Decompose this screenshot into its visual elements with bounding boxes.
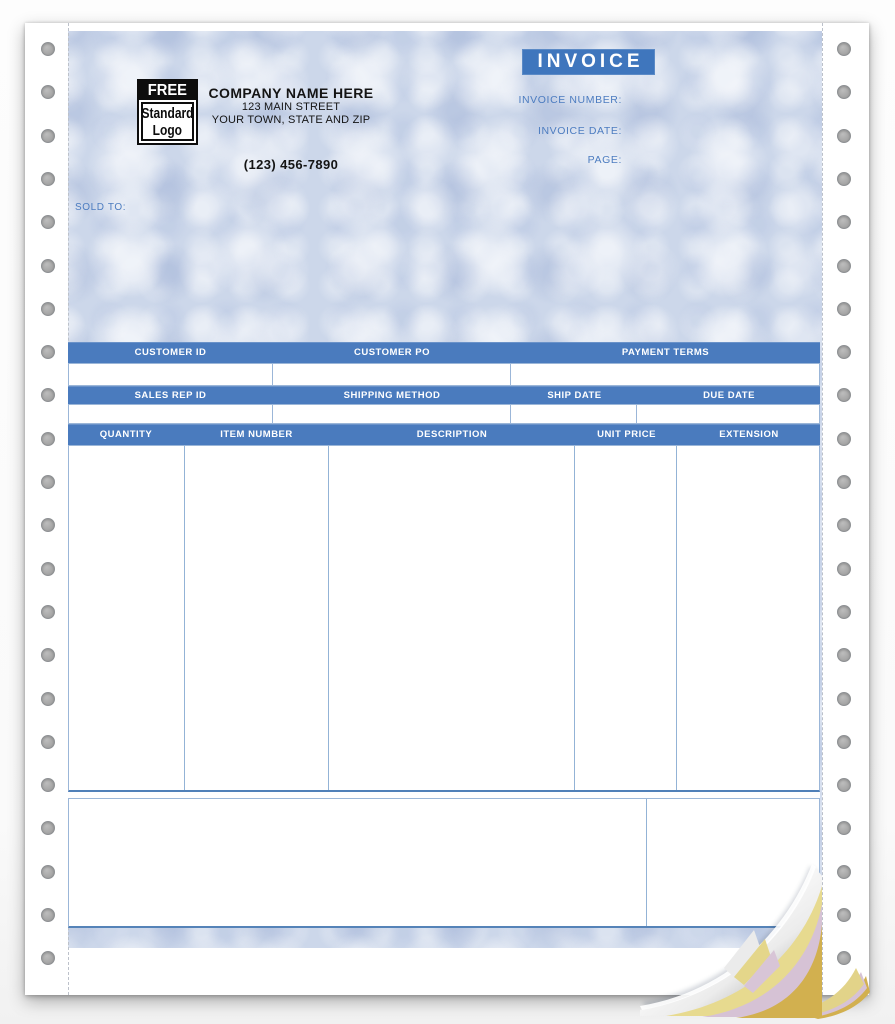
tractor-hole <box>837 475 851 489</box>
tractor-feed-strip-left <box>41 23 55 995</box>
company-address-line1: 123 MAIN STREET <box>241 101 341 113</box>
tractor-hole <box>837 648 851 662</box>
tractor-hole <box>837 605 851 619</box>
page-number-label: PAGE: <box>587 154 622 166</box>
tractor-hole <box>837 302 851 316</box>
tractor-hole <box>837 215 851 229</box>
tractor-hole <box>837 85 851 99</box>
company-phone: (123) 456-7890 <box>243 157 339 172</box>
customer-id-field <box>69 364 273 385</box>
tractor-hole <box>837 821 851 835</box>
tractor-hole <box>837 432 851 446</box>
tractor-hole <box>41 648 55 662</box>
tractor-hole <box>41 951 55 965</box>
tractor-hole <box>837 172 851 186</box>
tractor-hole <box>837 42 851 56</box>
tractor-hole <box>837 692 851 706</box>
company-block <box>191 85 391 127</box>
company-name: COMPANY NAME HERE <box>208 85 374 101</box>
tractor-hole <box>41 129 55 143</box>
quantity-header: QUANTITY <box>99 429 153 440</box>
tractor-hole <box>41 345 55 359</box>
extension-column <box>677 446 819 790</box>
line-items-header-bar <box>68 424 820 445</box>
item-number-column <box>185 446 330 790</box>
info-bar-customer <box>68 342 820 363</box>
standard-logo-box <box>137 79 198 145</box>
payment-terms-field <box>511 364 819 385</box>
tractor-hole <box>41 475 55 489</box>
invoice-title: INVOICE <box>537 51 644 72</box>
tractor-hole <box>41 302 55 316</box>
tractor-hole <box>837 518 851 532</box>
line-items-body <box>68 445 820 792</box>
info-row-customer-values <box>68 363 820 386</box>
tractor-hole <box>837 129 851 143</box>
info-bar-shipping <box>68 386 820 404</box>
company-address-line2: YOUR TOWN, STATE AND ZIP <box>211 114 371 126</box>
ship-date-field <box>511 405 638 423</box>
shipping-method-field <box>273 405 510 423</box>
tractor-hole <box>41 735 55 749</box>
tractor-hole <box>837 259 851 273</box>
tractor-hole <box>41 908 55 922</box>
tractor-hole <box>837 562 851 576</box>
page-curl <box>640 860 870 1020</box>
invoice-form-page <box>25 23 869 995</box>
invoice-title-box <box>522 49 655 75</box>
logo-free-text: FREE <box>147 81 188 99</box>
logo-standard-text: Standard <box>141 104 194 122</box>
tractor-hole <box>41 259 55 273</box>
tractor-hole <box>41 85 55 99</box>
logo-free-band <box>139 81 196 100</box>
shipping-method-header: SHIPPING METHOD <box>343 389 441 401</box>
item-number-header: ITEM NUMBER <box>220 429 293 440</box>
sales-rep-id-header: SALES REP ID <box>134 389 207 401</box>
tractor-hole <box>41 692 55 706</box>
invoice-number-label: INVOICE NUMBER: <box>518 94 622 106</box>
tractor-hole <box>41 215 55 229</box>
unit-price-column <box>575 446 678 790</box>
tractor-hole <box>41 388 55 402</box>
sold-to-label: SOLD TO: <box>75 202 127 213</box>
customer-id-header: CUSTOMER ID <box>134 347 207 358</box>
perforation-line-right <box>822 23 823 995</box>
tractor-hole <box>41 562 55 576</box>
logo-inner-box <box>141 102 194 141</box>
tractor-hole <box>837 388 851 402</box>
logo-logo-text: Logo <box>152 121 183 139</box>
tractor-hole <box>837 345 851 359</box>
ship-date-header: SHIP DATE <box>547 389 602 401</box>
quantity-column <box>69 446 185 790</box>
payment-terms-header: PAYMENT TERMS <box>621 347 710 358</box>
tractor-hole <box>41 865 55 879</box>
tractor-hole <box>837 735 851 749</box>
sales-rep-id-field <box>69 405 273 423</box>
unit-price-header: UNIT PRICE <box>597 429 656 440</box>
tractor-hole <box>41 778 55 792</box>
extension-header: EXTENSION <box>719 429 779 440</box>
description-header: DESCRIPTION <box>416 429 488 440</box>
customer-po-header: CUSTOMER PO <box>353 347 431 358</box>
due-date-field <box>637 405 819 423</box>
tractor-hole <box>41 605 55 619</box>
info-row-shipping-values <box>68 404 820 424</box>
due-date-header: DUE DATE <box>703 389 755 401</box>
tractor-feed-strip-right <box>837 23 851 995</box>
tractor-hole <box>41 172 55 186</box>
tractor-hole <box>41 518 55 532</box>
tractor-hole <box>41 821 55 835</box>
footer-notes-area <box>69 799 647 926</box>
tractor-hole <box>837 778 851 792</box>
description-column <box>329 446 574 790</box>
customer-po-field <box>273 364 510 385</box>
tractor-hole <box>41 432 55 446</box>
tractor-hole <box>41 42 55 56</box>
invoice-date-label: INVOICE DATE: <box>537 125 622 137</box>
